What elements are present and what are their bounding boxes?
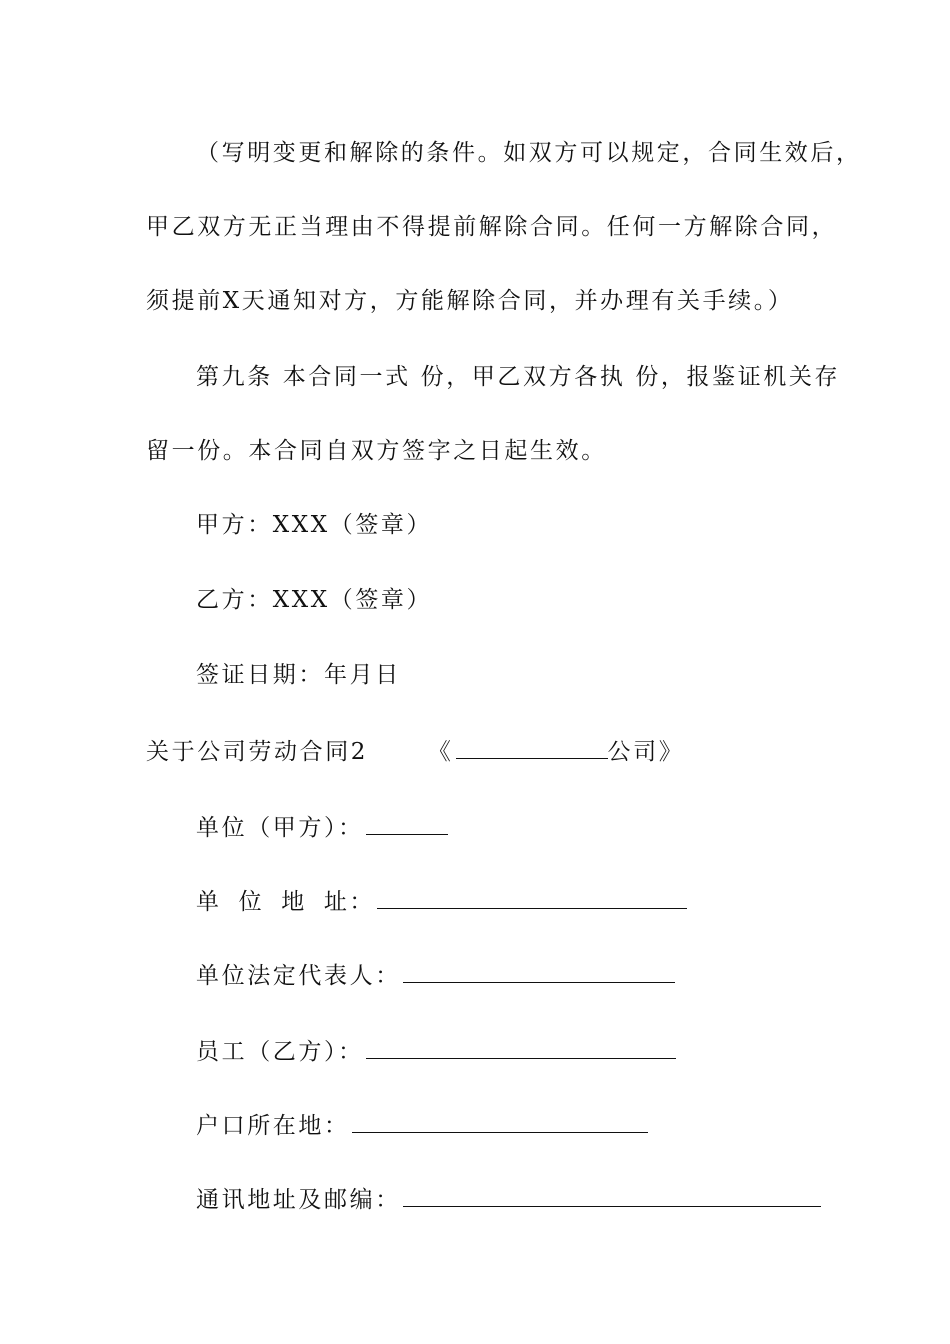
clause-text-line: 甲乙双方无正当理由不得提前解除合同。任何一方解除合同，: [146, 214, 838, 240]
legal-rep-field: [196, 960, 675, 991]
employer-label: 单位（甲方）：: [196, 815, 364, 841]
mailing-label: 通讯地址及邮编：: [196, 1187, 401, 1213]
legal-rep-label: 单位法定代表人：: [196, 963, 401, 989]
mailing-field: [196, 1184, 821, 1215]
household-field: [196, 1110, 648, 1141]
employee-field: [196, 1036, 676, 1067]
employee-blank[interactable]: [366, 1036, 676, 1059]
contract-2-heading: [146, 736, 684, 767]
clause-text-line: （写明变更和解除的条件。如双方可以规定，合同生效后，: [196, 140, 862, 166]
address-label-char: 位: [238, 889, 265, 915]
signing-date: 签证日期：年月日: [196, 662, 401, 688]
clause-text-line: 须提前X天通知对方，方能解除合同，并办理有关手续。）: [146, 288, 794, 314]
address-label-char: 址：: [323, 889, 376, 915]
household-blank[interactable]: [352, 1110, 648, 1133]
company-suffix: 公司》: [607, 739, 685, 765]
address-label-char: 地: [281, 889, 307, 915]
address-label-char: 单: [196, 889, 222, 915]
legal-rep-blank[interactable]: [403, 960, 675, 983]
mailing-blank[interactable]: [403, 1184, 821, 1207]
household-label: 户口所在地：: [196, 1113, 350, 1139]
employee-label: 员工（乙方）：: [196, 1039, 364, 1065]
article-9-line: 第九条 本合同一式 份，甲乙双方各执 份，报鉴证机关存: [196, 364, 841, 390]
employer-blank[interactable]: [366, 812, 448, 835]
party-a-signature: 甲方：XXX（签章）: [196, 512, 433, 538]
article-9-line: 留一份。本合同自双方签字之日起生效。: [146, 438, 607, 464]
address-field: [196, 886, 687, 917]
address-blank[interactable]: [377, 886, 687, 909]
contract-2-title: 关于公司劳动合同2: [146, 739, 369, 765]
employer-field: [196, 812, 448, 843]
company-name-blank[interactable]: [456, 736, 608, 759]
party-b-signature: 乙方：XXX（签章）: [196, 587, 433, 613]
company-open-bracket: 《: [427, 739, 454, 765]
